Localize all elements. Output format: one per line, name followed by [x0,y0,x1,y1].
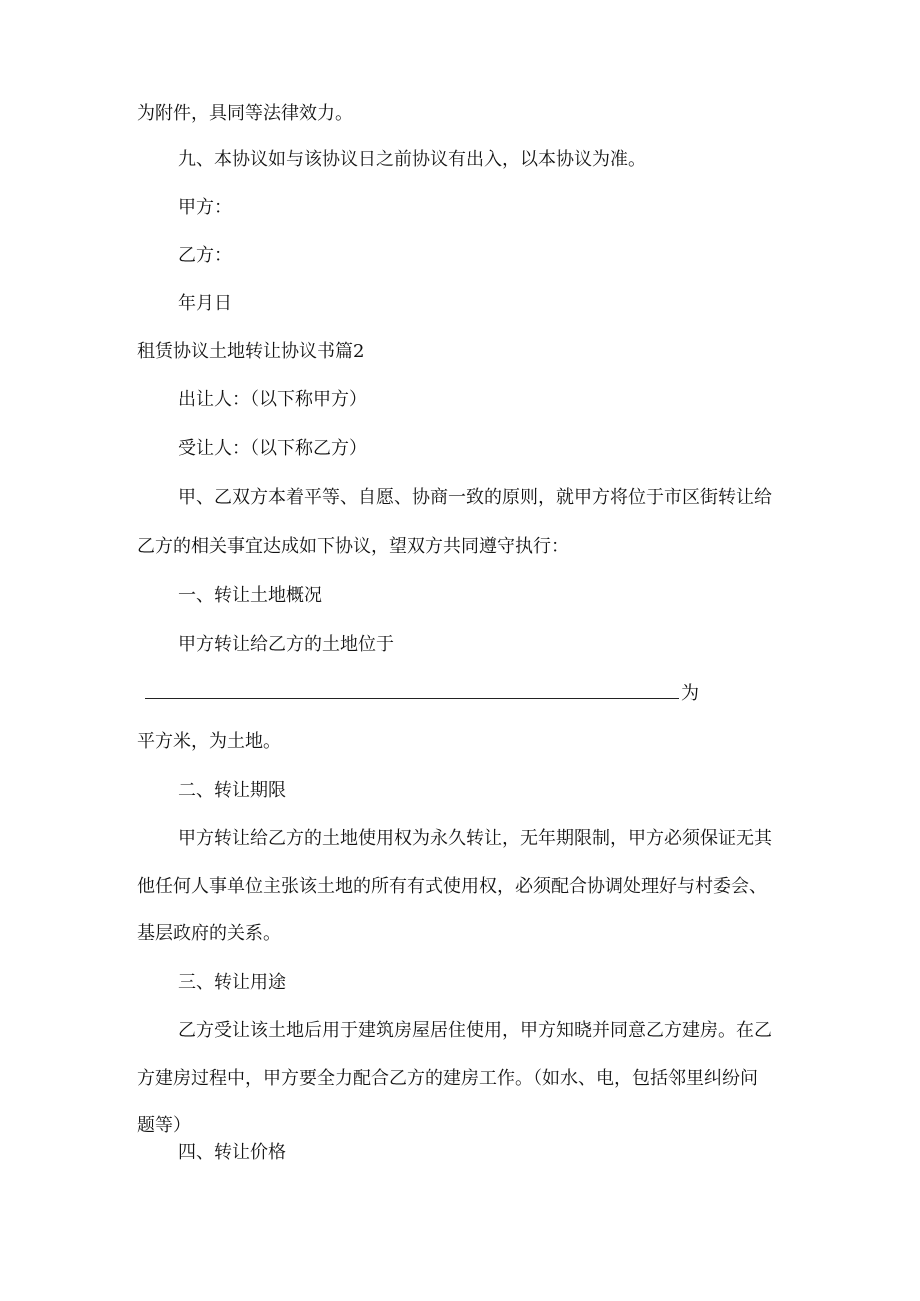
heading-one: 一、转让土地概况 [178,585,322,606]
use-line-1: 乙方受让该土地后用于建筑房屋居住使用，甲方知晓并同意乙方建房。在乙 [178,1020,772,1041]
term-line-3: 基层政府的关系。 [137,923,281,944]
use-line-3: 题等） [137,1115,191,1136]
heading-two: 二、转让期限 [178,780,286,801]
land-location-line: 甲方转让给乙方的土地位于 [178,634,394,655]
use-line-2: 方建房过程中，甲方要全力配合乙方的建房工作。（如水、电，包括邻里纠纷问 [137,1068,758,1089]
land-area-line: 平方米，为土地。 [137,731,281,752]
clause-nine: 九、本协议如与该协议日之前协议有出入，以本协议为准。 [178,149,646,170]
date-label: 年月日 [178,293,232,314]
intro-line-1: 甲、乙双方本着平等、自愿、协商一致的原则，就甲方将位于市区街转让给 [178,487,772,508]
party-b-signature-label: 乙方： [178,245,232,266]
paragraph-line: 为附件，具同等法律效力。 [137,103,353,124]
transferor-line: 出让人：（以下称甲方） [178,389,367,410]
blank-suffix: 为 [681,683,699,704]
fill-in-blank-rule [145,698,679,699]
heading-four: 四、转让价格 [178,1142,286,1163]
heading-three: 三、转让用途 [178,972,286,993]
intro-line-2: 乙方的相关事宜达成如下协议，望双方共同遵守执行： [137,536,569,557]
party-a-signature-label: 甲方： [178,197,232,218]
transferee-line: 受让人：（以下称乙方） [178,438,367,459]
term-line-1: 甲方转让给乙方的土地使用权为永久转让，无年期限制，甲方必须保证无其 [178,828,772,849]
term-line-2: 他任何人事单位主张该土地的所有有式使用权，必须配合协调处理好与村委会、 [137,876,767,897]
section-title: 租赁协议土地转让协议书篇2 [137,341,365,362]
